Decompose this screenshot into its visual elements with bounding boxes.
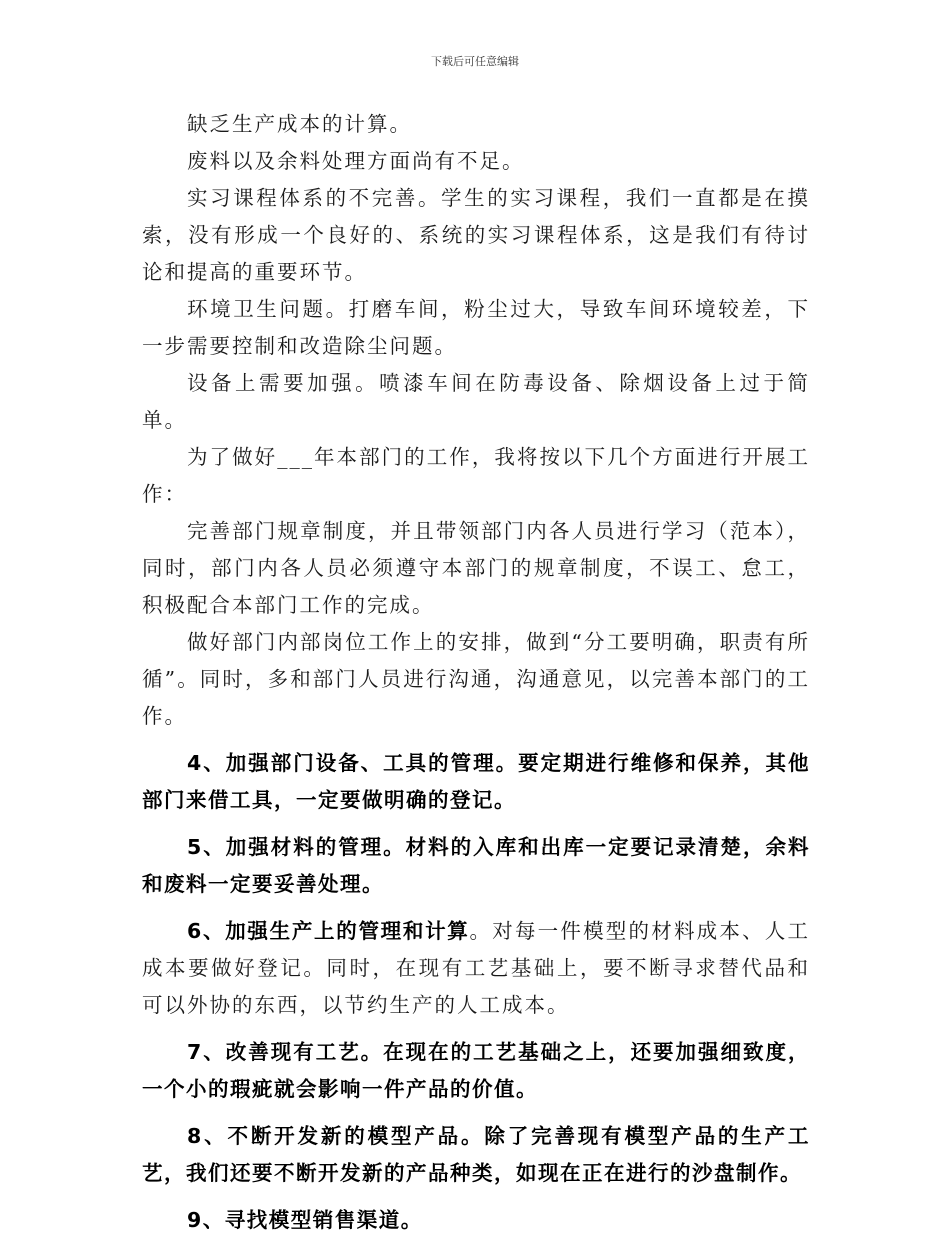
- item-lead: 7、改善现有工艺。在现在的工艺基础之上，还要加强细致度，一个小的瑕疵就会影响一件产品的价值。: [142, 1040, 810, 1101]
- numbered-item: [142, 829, 810, 903]
- numbered-item: [142, 745, 810, 819]
- paragraph: 完善部门规章制度，并且带领部门内各人员进行学习（范本），同时，部门内各人员必须遵守本部门的规章制度，不误工、怠工，积极配合本部门工作的完成。: [142, 519, 810, 617]
- paragraph: 实习课程体系的不完善。学生的实习课程，我们一直都是在摸索，没有形成一个良好的、系统的实习课程体系，这是我们有待讨论和提高的重要环节。: [142, 186, 810, 284]
- paragraph: 做好部门内部岗位工作上的安排，做到“分工要明确，职责有所循”。同时，多和部门人员进行沟通，沟通意见，以完善本部门的工作。: [142, 630, 810, 728]
- item-lead: 5、加强材料的管理。材料的入库和出库一定要记录清楚，余料和废料一定要妥善处理。: [142, 835, 810, 896]
- page-header: 下载后可任意编辑: [431, 55, 519, 68]
- item-lead: 6、加强生产上的管理和计算: [187, 919, 470, 943]
- numbered-item: [142, 1202, 810, 1239]
- paragraph: 废料以及余料处理方面尚有不足。: [187, 149, 525, 173]
- numbered-item: [142, 1118, 810, 1192]
- paragraph: 为了做好___年本部门的工作，我将按以下几个方面进行开展工作：: [142, 445, 810, 506]
- paragraph: 环境卫生问题。打磨车间，粉尘过大，导致车间环境较差，下一步需要控制和改造除尘问题。: [142, 297, 810, 358]
- numbered-item: [142, 1034, 810, 1108]
- paragraph: 设备上需要加强。喷漆车间在防毒设备、除烟设备上过于简单。: [142, 371, 810, 432]
- numbered-item: [142, 913, 810, 1024]
- item-rest: 。对每一件模型的材料成本、人工成本要做好登记。同时，在现有工艺基础上，要不断寻求替代品和可以外协的东西，以节约生产的人工成本。: [142, 919, 811, 1017]
- item-lead: 8、不断开发新的模型产品。除了完善现有模型产品的生产工艺，我们还要不断开发新的产品种类，如现在正在进行的沙盘制作。: [142, 1124, 810, 1185]
- item-lead: 9、寻找模型销售渠道。: [187, 1208, 423, 1232]
- item-lead: 4、加强部门设备、工具的管理。要定期进行维修和保养，其他部门来借工具，一定要做明确的登记。: [142, 751, 810, 812]
- document-body: [142, 106, 810, 1239]
- paragraph: 缺乏生产成本的计算。: [187, 112, 412, 136]
